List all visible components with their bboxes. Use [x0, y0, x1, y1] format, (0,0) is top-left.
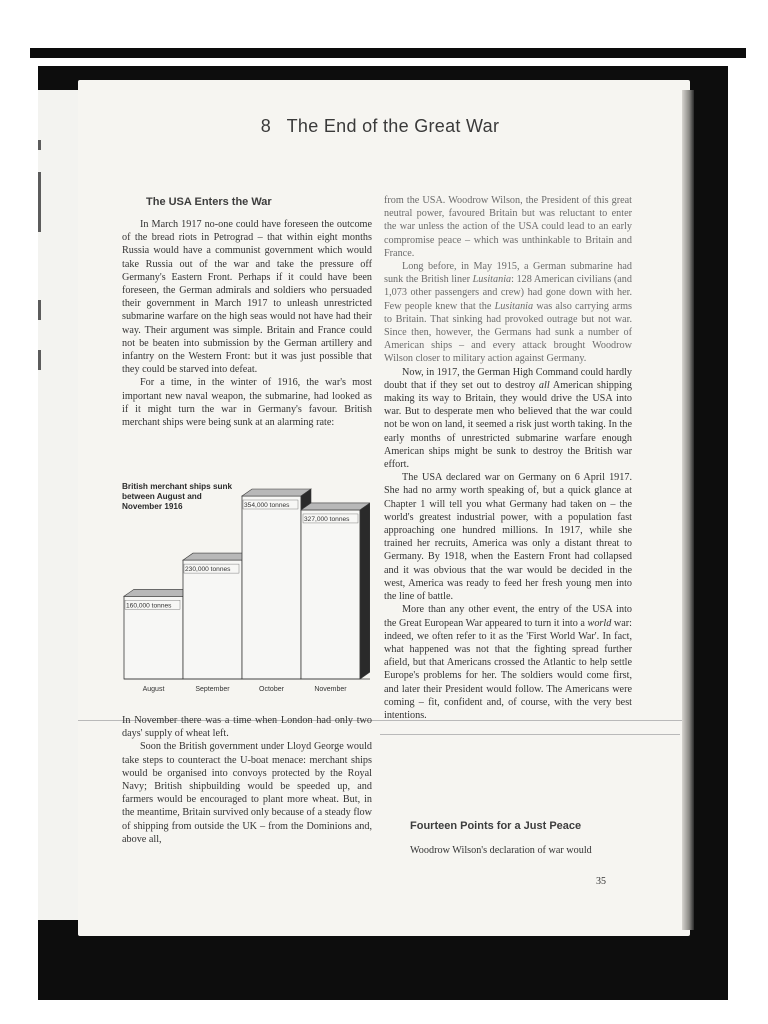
chart-data-label: 230,000 tonnes [185, 566, 231, 574]
left-column-lower [122, 714, 372, 846]
emphasis: all [538, 379, 550, 391]
paragraph: Woodrow Wilson's declaration of war would [410, 845, 592, 856]
chart-category-label: September [195, 686, 230, 693]
page-number: 35 [596, 876, 606, 887]
chart-bar-top [301, 503, 370, 510]
section-heading: Fourteen Points for a Just Peace [410, 820, 582, 832]
chart-category-label: August [142, 686, 165, 693]
right-column [384, 194, 632, 722]
chart-category-label: October [259, 686, 284, 693]
chart-bar [183, 560, 242, 679]
paragraph [384, 366, 632, 472]
paragraph: The USA declared war on Germany on 6 April 1917. She had no army worth speaking of, but a quick glance at Chapter 1 will tell you what Germany had taken on – the world's greatest industrial power, with a population fast approaching one hundred millions. In 1917, while she trained her recruits, America was only a distant threat to Germany. By 1918, when the Eastern Front had collapsed and it was obvious that the war would be decided in the west, America was ready to feed her fresh young men into the line of battle. [384, 472, 632, 603]
left-column-upper [122, 218, 372, 429]
text-run: American shipping making its way to Britain, they would drive the USA into war. But to desperate men who believed that the war could not be won on land, it seemed a risk just worth taking. In the early months of unrestricted submarine warfare enough American ships might be sunk to destroy the British war effort. [384, 379, 632, 471]
right-column-bottom [410, 844, 636, 857]
emphasis: world [587, 617, 612, 629]
ship-name: Lusitania [494, 300, 534, 312]
binding-mark [38, 140, 41, 150]
chart-data-label: 354,000 tonnes [244, 502, 290, 509]
chart-data-label: 160,000 tonnes [126, 602, 172, 610]
binding-mark [38, 300, 41, 320]
left-page-edge [38, 90, 78, 920]
paragraph: In March 1917 no-one could have foreseen the outcome of the bread riots in Petrograd – that within eight months Russia would have a communist government which would take Russia out of the war and take the pressure off Germany's Eastern Front. Perhaps if it could have been foreseen, the German admirals and soldiers who persuaded their government in March 1917 to unleash unrestricted submarine warfare on the high seas would not have had their way. Their argument was simple. Britain and France could not be beaten into submission by the German artillery and infantry on the Western Front: but it was just possible that they could be starved into defeat. [122, 219, 372, 376]
section-heading: The USA Enters the War [146, 196, 272, 208]
paragraph [384, 603, 632, 722]
chapter-title-text: The End of the Great War [286, 116, 500, 136]
paragraph [384, 260, 632, 366]
chapter-number: 8 [260, 116, 272, 136]
scan-border-top [30, 48, 746, 58]
chart-data-label: 327,000 tonnes [304, 515, 350, 523]
chart-bar-top [242, 489, 311, 496]
paragraph: Soon the British government under Lloyd George would take steps to counteract the U-boat menace: merchant ships would be organised into convoys protected by the Royal Navy; British shipbuilding would be speeded up, and farmers would be encouraged to plant more wheat. But, in the meantime, Britain survived only because of a steady flow of shipping from outside the UK – from the Dominions and, above all, [122, 741, 372, 845]
bar-chart [120, 480, 370, 695]
chart-bar [242, 496, 301, 679]
text-run: war: indeed, we often refer to it as the 'First World War'. In fact, what happened was not that the fighting spread further afield, but that Americans crossed the Atlantic to help settle Europe's problems for her. The soldiers would come first, and later their President would follow. The Americans were coming – fit, confident and, of course, with the very best intentions. [384, 617, 632, 721]
text-run: : 128 American civilians (and 1,073 other passengers and crew) had gone down with her. Few people knew that the [384, 274, 632, 312]
scan-artifact-line [380, 734, 680, 735]
ship-name: Lusitania [472, 274, 512, 286]
chart-bar-side [360, 503, 370, 679]
binding-mark [38, 350, 41, 370]
text-run: Now, in 1917, the German High Command could hardly doubt that if they set out to destroy [384, 366, 632, 391]
paragraph: For a time, in the winter of 1916, the war's most important new naval weapon, the submarine, had looked as if it might turn the war in Germany's favour. British merchant ships were being sunk at an alarming rate: [122, 377, 372, 429]
binding-mark [38, 172, 41, 232]
text-run: More than any other event, the entry of the USA into the Great European War appeared to turn it into a [384, 604, 632, 629]
chart-bar [301, 510, 360, 679]
paragraph: from the USA. Woodrow Wilson, the President of this great neutral power, favoured Britain but was reluctant to enter the war unless the action of the USA could lead to an early compromise peace – which was unthinkable to Britain and France. [384, 195, 632, 259]
text-run: Long before, in May 1915, a German submarine had sunk the British liner [384, 261, 632, 286]
chart-title: British merchant ships sunk between August and November 1916 [122, 482, 233, 511]
chapter-title [160, 116, 600, 137]
chart-category-label: November [314, 686, 347, 693]
page-gutter-shadow [682, 90, 694, 930]
paragraph: In November there was a time when London had only two days' supply of wheat left. [122, 715, 372, 740]
text-run: was also carrying arms to Britain. That sinking had provoked outrage but not war. Since then, however, the Germans had sunk a number of American ships – and every attack brought Woodrow Wilson closer to military action against Germany. [384, 300, 632, 365]
